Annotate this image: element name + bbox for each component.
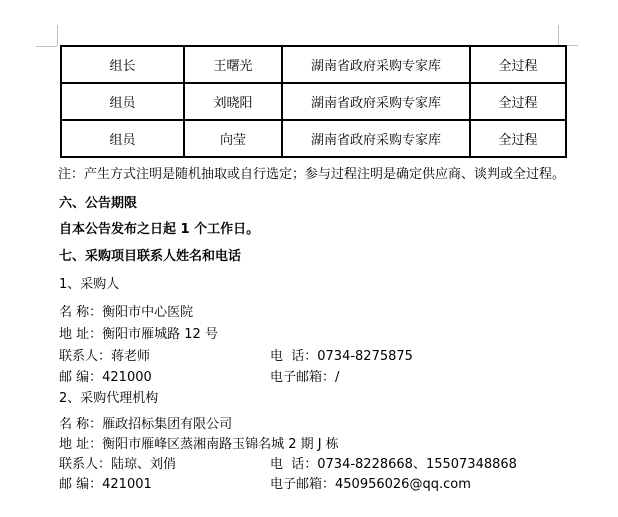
agency-phone-label: 电 话： (270, 457, 318, 472)
section-heading-period: 六、公告期限 (59, 196, 138, 211)
agency-email (270, 477, 471, 492)
cell-process: 全过程 (470, 120, 566, 157)
buyer-address-value: 衡阳市雁城路 12 号 (102, 327, 218, 342)
agency-name-label: 名 称： (59, 417, 103, 432)
section-heading-contacts: 七、采购项目联系人姓名和电话 (59, 249, 242, 264)
buyer-email-value: / (335, 370, 340, 385)
table-row (61, 83, 566, 120)
agency-phone-value: 0734-8228668、15507348868 (317, 457, 517, 472)
margin-mark-top-right-vertical (558, 25, 559, 45)
period-text: 自本公告发布之日起 1 个工作日。 (59, 222, 260, 237)
buyer-phone-value: 0734-8275875 (317, 349, 413, 364)
agency-name-line (59, 417, 618, 432)
note-text: 注：产生方式注明是随机抽取或自行选定；参与过程注明是确定供应商、谈判或全过程。 (58, 167, 566, 182)
table-row (61, 46, 566, 83)
agency-postcode-value: 421001 (102, 477, 152, 492)
expert-table (60, 45, 567, 158)
cell-name: 刘晓阳 (184, 83, 282, 120)
cell-name: 王曙光 (184, 46, 282, 83)
buyer-contact-label: 联系人： (59, 349, 112, 364)
agency-address-value: 衡阳市雁峰区蒸湘南路玉锦名城 2 期 J 栋 (102, 437, 339, 452)
cell-role: 组员 (61, 83, 184, 120)
cell-process: 全过程 (470, 83, 566, 120)
buyer-contact-line (59, 349, 618, 364)
buyer-postcode-label: 邮 编： (59, 370, 103, 385)
agency-address-label: 地 址： (59, 437, 103, 452)
buyer-phone-label: 电 话： (270, 349, 318, 364)
buyer-name-line (59, 305, 618, 320)
agency-postcode-label: 邮 编： (59, 477, 103, 492)
agency-heading: 2、采购代理机构 (59, 391, 159, 406)
cell-name: 向莹 (184, 120, 282, 157)
agency-postcode-line (59, 477, 618, 492)
buyer-phone (270, 349, 413, 364)
agency-contact-value: 陆琼、刘俏 (111, 457, 177, 472)
cell-role: 组员 (61, 120, 184, 157)
buyer-postcode-value: 421000 (102, 370, 152, 385)
buyer-email-label: 电子邮箱： (270, 370, 336, 385)
margin-mark-top-left-vertical (57, 25, 58, 46)
agency-name-value: 雁政招标集团有限公司 (102, 417, 233, 432)
agency-contact-line (59, 457, 618, 472)
agency-contact-label: 联系人： (59, 457, 112, 472)
cell-source: 湖南省政府采购专家库 (282, 46, 470, 83)
buyer-name-label: 名 称： (59, 305, 103, 320)
buyer-contact-value: 蒋老师 (111, 349, 151, 364)
cell-process: 全过程 (470, 46, 566, 83)
buyer-name-value: 衡阳市中心医院 (102, 305, 194, 320)
table-row (61, 120, 566, 157)
buyer-email (270, 370, 339, 385)
cell-source: 湖南省政府采购专家库 (282, 120, 470, 157)
margin-mark-top-left-horizontal (36, 46, 57, 47)
agency-address-line (59, 437, 618, 452)
agency-email-value: 450956026@qq.com (335, 477, 471, 492)
buyer-address-label: 地 址： (59, 327, 103, 342)
buyer-address-line (59, 327, 618, 342)
agency-email-label: 电子邮箱： (270, 477, 336, 492)
buyer-heading: 1、采购人 (59, 277, 120, 292)
agency-phone (270, 457, 517, 472)
cell-role: 组长 (61, 46, 184, 83)
buyer-postcode-line (59, 370, 618, 385)
cell-source: 湖南省政府采购专家库 (282, 83, 470, 120)
